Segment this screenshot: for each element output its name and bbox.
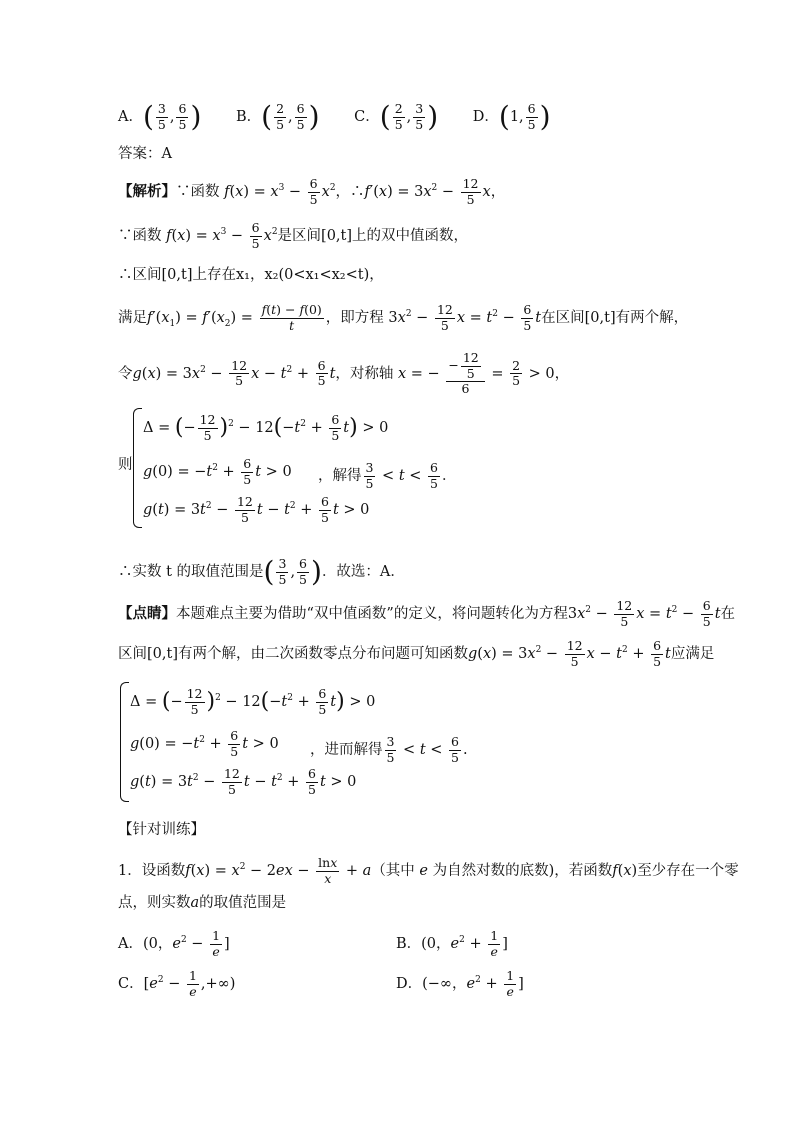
analysis-tag: 【解析】 xyxy=(118,183,176,200)
option-b: B．( $\frac{2}{5}$ , $\frac{6}{5}$ ) xyxy=(235,100,320,133)
conclusion: ∴实数 t 的取值范围是( $\frac{3}{5}$ , $\frac{6}{5}$ )．故选：A． xyxy=(118,555,405,588)
then-label: 则 xyxy=(118,457,133,473)
comment-line-2: 区间[0,t]有两个解，由二次函数零点分布问题可知函数$g(x) = 3x^2$ − $\frac{12}{5}$ $x - t^2$ + $\frac{6}{5}$ t应满足 xyxy=(118,638,715,669)
training-q1-line-2: 点，则实数a的取值范围是 xyxy=(118,895,287,911)
option-a: A．( $\frac{3}{5}$ , $\frac{6}{5}$ ) xyxy=(118,100,202,133)
analysis-line-1: 【解析】∵函数 $f(x) = x^3$ − $\frac{6}{5}$ $x^2$，∴f′(x) = $3x^2$ − $\frac{12}{5}$ x， xyxy=(118,176,506,207)
option-d: D．(1, $\frac{6}{5}$ ) xyxy=(472,100,551,133)
solve-result-2: ，进而解得 $\frac{3}{5}$ < t < $\frac{6}{5}$ . xyxy=(310,734,468,765)
brace-1 xyxy=(133,408,142,528)
system-1: Δ = (− $\frac{12}{5}$ )$^2 - 12(-t^2$ + $\frac{6}{5}$ t) > 0 $g(0) = -t^2$ + $\frac{6}{5}$ t > 0 $g(t) = 3t^2$ − $\frac{12}{5}$ $t - t^2$ + $\frac{6}{5}$ t > 0 xyxy=(143,412,389,525)
training-option-c: C．[$e^2$ − $\frac{1}{e}$ ,+∞) xyxy=(118,968,236,999)
option-c-label: C． xyxy=(354,109,380,125)
comment-tag: 【点睛】 xyxy=(118,605,176,622)
training-option-b: B．(0，$e^2$ + $\frac{1}{e}$ ] xyxy=(396,928,508,959)
option-b-label: B． xyxy=(235,109,262,125)
option-d-label: D． xyxy=(472,109,499,125)
analysis-line-2: ∵函数 $f(x) = x^3$ − $\frac{6}{5}$ $x^2$是区间[0,t]上的双中值函数， xyxy=(118,220,469,251)
options-row xyxy=(118,100,581,133)
analysis-line-4: 满足$f'(x_1) = f'(x_2)$ = $\frac{f(t) - f(0)}{t}$ ，即方程 $3x^2$ − $\frac{12}{5}$ $x = t^2$ − $\frac{6}{5}$ t在区间[0,t]有两个解， xyxy=(118,302,689,333)
solve-result-1: ，解得 $\frac{3}{5}$ < t < $\frac{6}{5}$ ． xyxy=(318,460,457,491)
analysis-line-3: ∴区间[0,t]上存在x₁，x₂(0<x₁<x₂<t)， xyxy=(118,267,384,283)
option-a-label: A． xyxy=(118,109,143,125)
comment-line-1: 【点睛】本题难点主要为借助“双中值函数”的定义，将问题转化为方程$3x^2$ − $\frac{12}{5}$ $x = t^2$ − $\frac{6}{5}$ t在 xyxy=(118,598,736,629)
answer: 答案：A xyxy=(118,146,172,162)
brace-2 xyxy=(120,682,129,802)
training-tag: 【针对训练】 xyxy=(118,822,205,838)
analysis-line-5: 令$g(x) = 3x^2$ − $\frac{12}{5}$ $x - t^2$ + $\frac{6}{5}$ t，对称轴 x = − − $\frac{12}{5}$ 6 = $\frac{2}{5}$ > 0， xyxy=(118,350,570,396)
training-option-d: D．(−∞，$e^2$ + $\frac{1}{e}$ ] xyxy=(396,968,524,999)
training-option-a: A．(0，$e^2$ − $\frac{1}{e}$ ] xyxy=(118,928,230,959)
system-2: Δ = (− $\frac{12}{5}$ )$^2 - 12(-t^2$ + $\frac{6}{5}$ t) > 0 $g(0) = -t^2$ + $\frac{6}{5}$ t > 0 $g(t) = 3t^2$ − $\frac{12}{5}$ $t - t^2$ + $\frac{6}{5}$ t > 0 xyxy=(130,686,376,797)
option-c: C．( $\frac{2}{5}$ , $\frac{3}{5}$ ) xyxy=(354,100,439,133)
training-q1-line-1: 1．设函数$f(x) = x^2 - 2ex$ − $\frac{\ln x}{x}$ + a（其中 e 为自然对数的底数)，若函数f(x)至少存在一个零 xyxy=(118,855,739,886)
